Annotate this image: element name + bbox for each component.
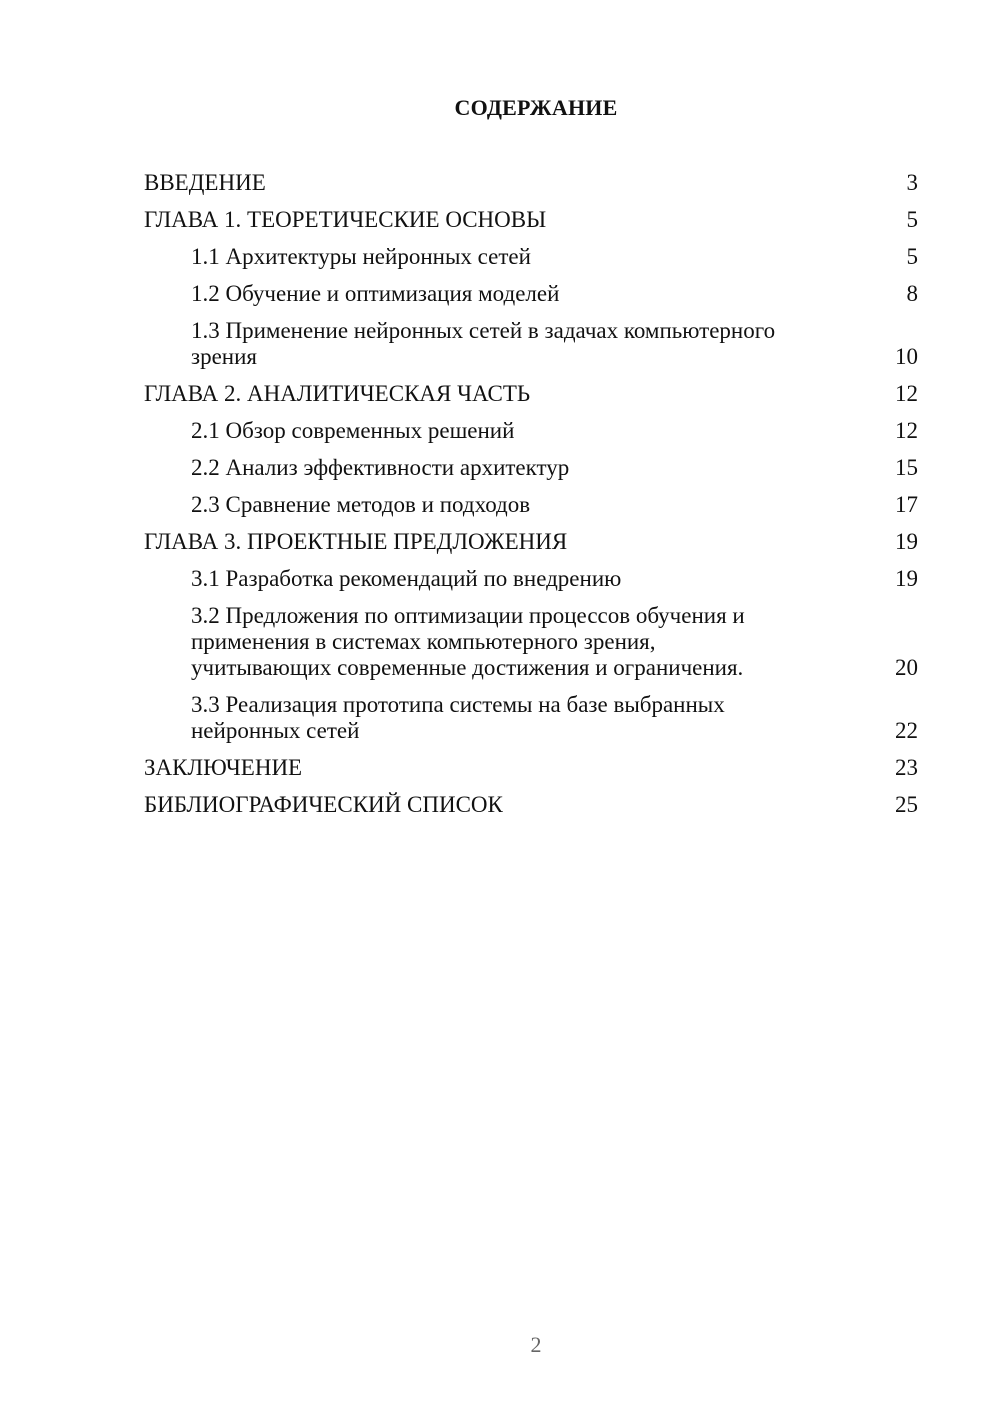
toc-entry-page: 5 bbox=[906, 207, 918, 232]
toc-entry-section-1-2 bbox=[144, 279, 918, 316]
toc-entry-page: 10 bbox=[895, 344, 918, 369]
toc-entry-chapter-3 bbox=[144, 527, 918, 564]
page-number: 2 bbox=[530, 1332, 542, 1357]
toc-entry-title: 2.2 Анализ эффективности архитектур bbox=[191, 455, 570, 480]
toc-entry-page: 17 bbox=[895, 492, 918, 517]
toc-entry-title: 1.1 Архитектуры нейронных сетей bbox=[191, 244, 531, 269]
toc-title: СОДЕРЖАНИЕ bbox=[454, 95, 618, 120]
toc-entry-title: ГЛАВА 2. АНАЛИТИЧЕСКАЯ ЧАСТЬ bbox=[144, 381, 531, 406]
toc-entry-title: 3.2 Предложения по оптимизации процессов обучения и применения в системах компьютерного зрения, учитывающих современные достижения и ограничения. bbox=[191, 603, 745, 680]
toc-entry-page: 15 bbox=[895, 455, 918, 480]
toc-entry-section-3-1 bbox=[144, 564, 918, 601]
toc-entry-title: ГЛАВА 3. ПРОЕКТНЫЕ ПРЕДЛОЖЕНИЯ bbox=[144, 529, 568, 554]
toc-entry-title: 2.3 Сравнение методов и подходов bbox=[191, 492, 531, 517]
toc-entry-section-2-3 bbox=[144, 490, 918, 527]
toc-entry-section-1-3 bbox=[144, 316, 918, 379]
toc-entry-page: 3 bbox=[906, 170, 918, 195]
toc-entry-page: 25 bbox=[895, 792, 918, 817]
toc-entry-title: 2.1 Обзор современных решений bbox=[191, 418, 515, 443]
toc-entry-page: 8 bbox=[906, 281, 918, 306]
toc-entry-conclusion bbox=[144, 753, 918, 790]
toc-entry-page: 5 bbox=[906, 244, 918, 269]
toc-entry-chapter-1 bbox=[144, 205, 918, 242]
toc-entry-introduction bbox=[144, 168, 918, 205]
toc-entry-title: 3.3 Реализация прототипа системы на базе выбранных нейронных сетей bbox=[191, 692, 725, 743]
toc-entry-section-1-1 bbox=[144, 242, 918, 279]
toc-entry-chapter-2 bbox=[144, 379, 918, 416]
toc-entry-title: 3.1 Разработка рекомендаций по внедрению bbox=[191, 566, 622, 591]
toc-entry-page: 22 bbox=[895, 718, 918, 743]
toc-entry-title: ГЛАВА 1. ТЕОРЕТИЧЕСКИЕ ОСНОВЫ bbox=[144, 207, 547, 232]
toc-entry-title: 1.2 Обучение и оптимизация моделей bbox=[191, 281, 560, 306]
toc-entry-section-2-1 bbox=[144, 416, 918, 453]
toc-entry-section-3-2 bbox=[144, 601, 918, 690]
toc-entry-page: 12 bbox=[895, 381, 918, 406]
toc-entry-page: 23 bbox=[895, 755, 918, 780]
toc-entry-title: БИБЛИОГРАФИЧЕСКИЙ СПИСОК bbox=[144, 792, 503, 817]
toc-entry-title: ЗАКЛЮЧЕНИЕ bbox=[144, 755, 303, 780]
toc-entry-page: 19 bbox=[895, 566, 918, 591]
toc-entry-bibliography bbox=[144, 790, 918, 827]
table-of-contents bbox=[144, 168, 918, 827]
toc-entry-page: 20 bbox=[895, 655, 918, 680]
toc-entry-section-2-2 bbox=[144, 453, 918, 490]
toc-entry-section-3-3 bbox=[144, 690, 918, 753]
toc-entry-page: 12 bbox=[895, 418, 918, 443]
toc-entry-title: ВВЕДЕНИЕ bbox=[144, 170, 266, 195]
toc-entry-page: 19 bbox=[895, 529, 918, 554]
toc-entry-title: 1.3 Применение нейронных сетей в задачах компьютерного зрения bbox=[191, 318, 776, 369]
